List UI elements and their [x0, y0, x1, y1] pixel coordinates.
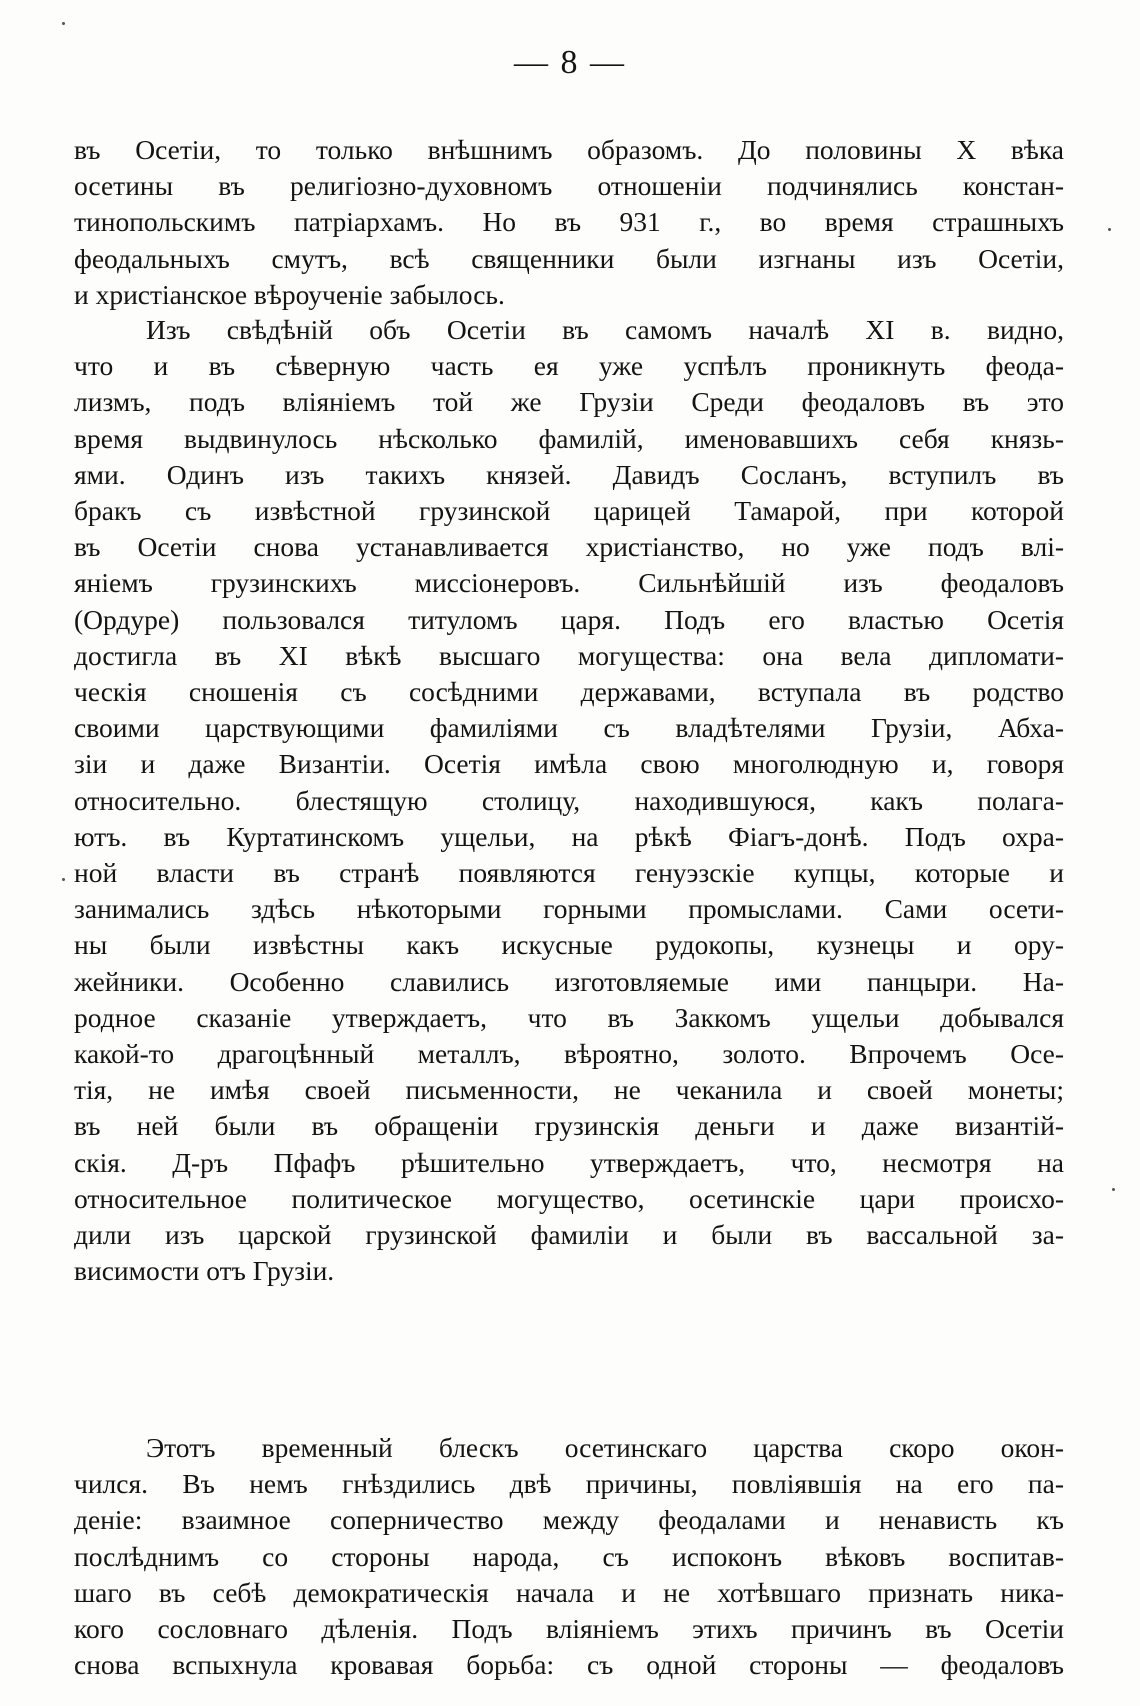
text-line: осетины въ религіозно-духовномъ отношеніи подчинялись констан-	[74, 170, 1064, 202]
scan-speck	[1108, 228, 1111, 231]
text-line: тинопольскимъ патріархамъ. Но въ 931 г., во время страшныхъ	[74, 206, 1064, 238]
text-line: въ Осетіи снова устанавливается христіанство, но уже подъ влі-	[74, 531, 1064, 563]
text-line: Изъ свѣдѣній объ Осетіи въ самомъ началѣ XI в. видно,	[146, 314, 1064, 345]
text-line: ютъ. въ Куртатинскомъ ущельи, на рѣкѣ Фіагъ-донѣ. Подъ охра-	[74, 820, 1064, 852]
text-line: чился. Въ немъ гнѣздились двѣ причины, повліявшія на его па-	[74, 1468, 1064, 1500]
text-line: скія. Д-ръ Пфафъ рѣшительно утверждаетъ, что, несмотря на	[74, 1146, 1064, 1178]
text-line: ны были извѣстны какъ искусные рудокопы, кузнецы и ору-	[74, 929, 1064, 961]
text-line: относительное политическое могущество, осетинскіе цари происхо-	[74, 1182, 1064, 1214]
text-line: занимались здѣсь нѣкоторыми горными промыслами. Сами осети-	[74, 893, 1064, 925]
paragraph-3	[74, 1430, 1064, 1683]
text-line: феодальныхъ смутъ, всѣ священники были изгнаны изъ Осетіи,	[74, 242, 1064, 274]
text-line: ями. Одинъ изъ такихъ князей. Давидъ Сосланъ, вступилъ въ	[74, 458, 1064, 490]
text-line: что и въ сѣверную часть ея уже успѣлъ проникнуть феода-	[74, 350, 1064, 382]
text-line: жейники. Особенно славились изготовляемые ими панцыри. На-	[74, 965, 1064, 997]
text-line: дили изъ царской грузинской фамиліи и были въ вассальной за-	[74, 1219, 1064, 1251]
text-line: зіи и даже Византіи. Осетія имѣла свою многолюдную и, говоря	[74, 748, 1064, 780]
text-line: яніемъ грузинскихъ миссіонеровъ. Сильнѣйшій изъ феодаловъ	[74, 567, 1064, 599]
text-line: тія, не имѣя своей письменности, не чеканила и своей монеты;	[74, 1074, 1064, 1106]
text-line: послѣднимъ со стороны народа, съ испоконъ вѣковъ воспитав-	[74, 1540, 1064, 1572]
text-line: лизмъ, подъ вліяніемъ той же Грузіи Среди феодаловъ въ это	[74, 386, 1064, 418]
paragraph-1	[74, 132, 1064, 313]
text-line: и христіанское вѣроученіе забылось.	[74, 278, 505, 310]
scan-speck	[1112, 1188, 1115, 1191]
text-line: въ ней были въ обращеніи грузинскія деньги и даже византій-	[74, 1110, 1064, 1142]
text-line: ной власти въ странѣ появляются генуэзскіе купцы, которые и	[74, 857, 1064, 889]
paragraph-2	[74, 312, 1064, 1289]
text-line: Этотъ временный блескъ осетинскаго царства скоро окон-	[146, 1432, 1064, 1463]
text-line: какой-то драгоцѣнный металлъ, вѣроятно, золото. Впрочемъ Осе-	[74, 1038, 1064, 1070]
text-line: шаго въ себѣ демократическія начала и не хотѣвшаго признать ника-	[74, 1576, 1064, 1608]
text-line: бракъ съ извѣстной грузинской царицей Тамарой, при которой	[74, 495, 1064, 527]
text-line: время выдвинулось нѣсколько фамилій, именовавшихъ себя князь-	[74, 422, 1064, 454]
text-line: (Ордуре) пользовался титуломъ царя. Подъ его властью Осетія	[74, 603, 1064, 635]
text-line: снова вспыхнула кровавая борьба: съ одной стороны — феодаловъ	[74, 1649, 1064, 1681]
text-line: родное сказаніе утверждаетъ, что въ Заккомъ ущельи добывался	[74, 1001, 1064, 1033]
text-line: относительно. блестящую столицу, находившуюся, какъ полага-	[74, 784, 1064, 816]
text-line: ческія сношенія съ сосѣдними державами, вступала въ родство	[74, 676, 1064, 708]
text-line: достигла въ XI вѣкѣ высшаго могущества: она вела дипломати-	[74, 639, 1064, 671]
text-line: деніе: взаимное соперничество между феодалами и ненависть къ	[74, 1504, 1064, 1536]
text-line: висимости отъ Грузіи.	[74, 1255, 335, 1287]
scan-speck	[62, 22, 65, 25]
text-line: своими царствующими фамиліями съ владѣтелями Грузіи, Абха-	[74, 712, 1064, 744]
scan-speck	[62, 878, 65, 881]
text-line: въ Осетіи, то только внѣшнимъ образомъ. До половины X вѣка	[74, 134, 1064, 165]
text-line: кого сословнаго дѣленія. Подъ вліяніемъ этихъ причинъ въ Осетіи	[74, 1613, 1064, 1645]
page-number: — 8 —	[514, 44, 626, 81]
